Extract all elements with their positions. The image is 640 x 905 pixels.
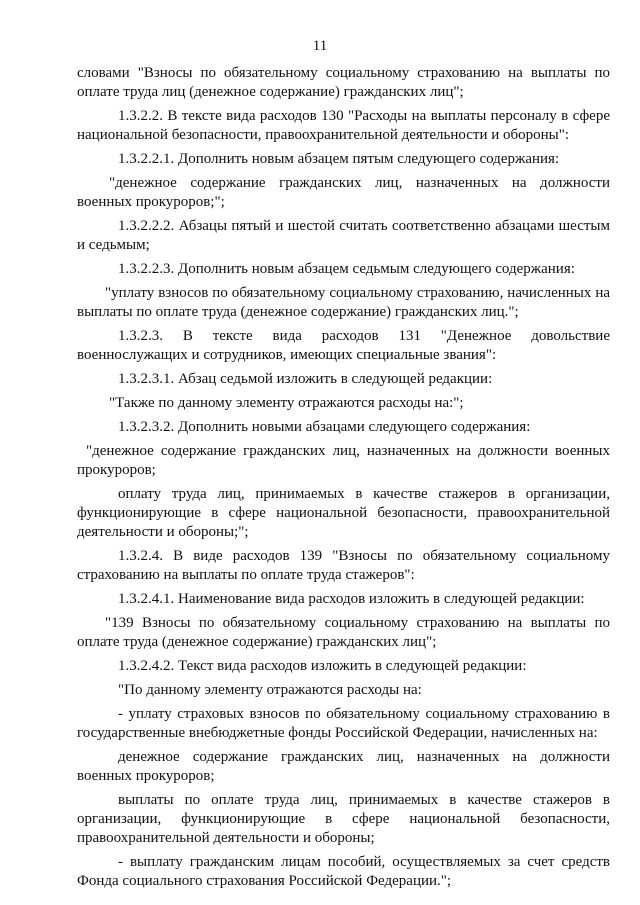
page-number: 11 <box>312 38 328 54</box>
paragraph: словами "Взносы по обязательному социальному страхованию на выплаты по оплате труда лиц (денежное содержание) гражданских лиц"; <box>77 65 610 100</box>
paragraph: 1.3.2.2. В тексте вида расходов 130 "Расходы на выплаты персоналу в сфере национальной безопасности, правоохранительной деятельности и обороны": <box>77 108 610 143</box>
paragraph: 1.3.2.3. В тексте вида расходов 131 "Денежное довольствие военнослужащих и сотрудников, имеющих специальные звания": <box>77 328 610 363</box>
paragraph: денежное содержание гражданских лиц, назначенных на должности военных прокуроров; <box>77 749 610 784</box>
paragraph: 1.3.2.2.3. Дополнить новым абзацем седьмым следующего содержания: <box>118 261 575 277</box>
paragraph: 1.3.2.3.2. Дополнить новыми абзацами следующего содержания: <box>118 419 531 435</box>
paragraph: "денежное содержание гражданских лиц, назначенных на должности военных прокуроров;"; <box>77 175 610 210</box>
paragraph: "Также по данному элементу отражаются расходы на:"; <box>109 395 464 411</box>
document-body <box>77 64 610 896</box>
paragraph: "уплату взносов по обязательному социальному страхованию, начисленных на выплаты по оплате труда (денежное содержание) гражданских лиц."; <box>77 285 610 320</box>
paragraph: 1.3.2.4.2. Текст вида расходов изложить в следующей редакции: <box>118 658 527 674</box>
paragraph: "По данному элементу отражаются расходы на: <box>118 682 422 698</box>
paragraph: - выплату гражданским лицам пособий, осуществляемых за счет средств Фонда социального страхования Российской Федерации."; <box>77 854 610 889</box>
paragraph: 1.3.2.3.1. Абзац седьмой изложить в следующей редакции: <box>118 371 493 387</box>
paragraph: "139 Взносы по обязательному социальному страхованию на выплаты по оплате труда (денежное содержание) гражданских лиц"; <box>77 615 610 650</box>
paragraph: 1.3.2.4. В виде расходов 139 "Взносы по обязательному социальному страхованию на выплаты по оплате труда стажеров": <box>77 548 610 583</box>
paragraph: выплаты по оплате труда лиц, принимаемых в качестве стажеров в организации, функционирующие в сфере национальной безопасности, правоохранительной деятельности и обороны; <box>77 792 610 846</box>
paragraph: 1.3.2.2.1. Дополнить новым абзацем пятым следующего содержания: <box>118 151 560 167</box>
paragraph: 1.3.2.4.1. Наименование вида расходов изложить в следующей редакции: <box>118 591 585 607</box>
paragraph: - уплату страховых взносов по обязательному социальному страхованию в государственные внебюджетные фонды Российской Федерации, начисленных на: <box>77 706 610 741</box>
paragraph: "денежное содержание гражданских лиц, назначенных на должности военных прокуроров; <box>77 443 610 478</box>
paragraph: оплату труда лиц, принимаемых в качестве стажеров в организации, функционирующие в сфере национальной безопасности, правоохранительной деятельности и обороны;"; <box>77 486 610 540</box>
paragraph: 1.3.2.2.2. Абзацы пятый и шестой считать соответственно абзацами шестым и седьмым; <box>77 218 610 253</box>
